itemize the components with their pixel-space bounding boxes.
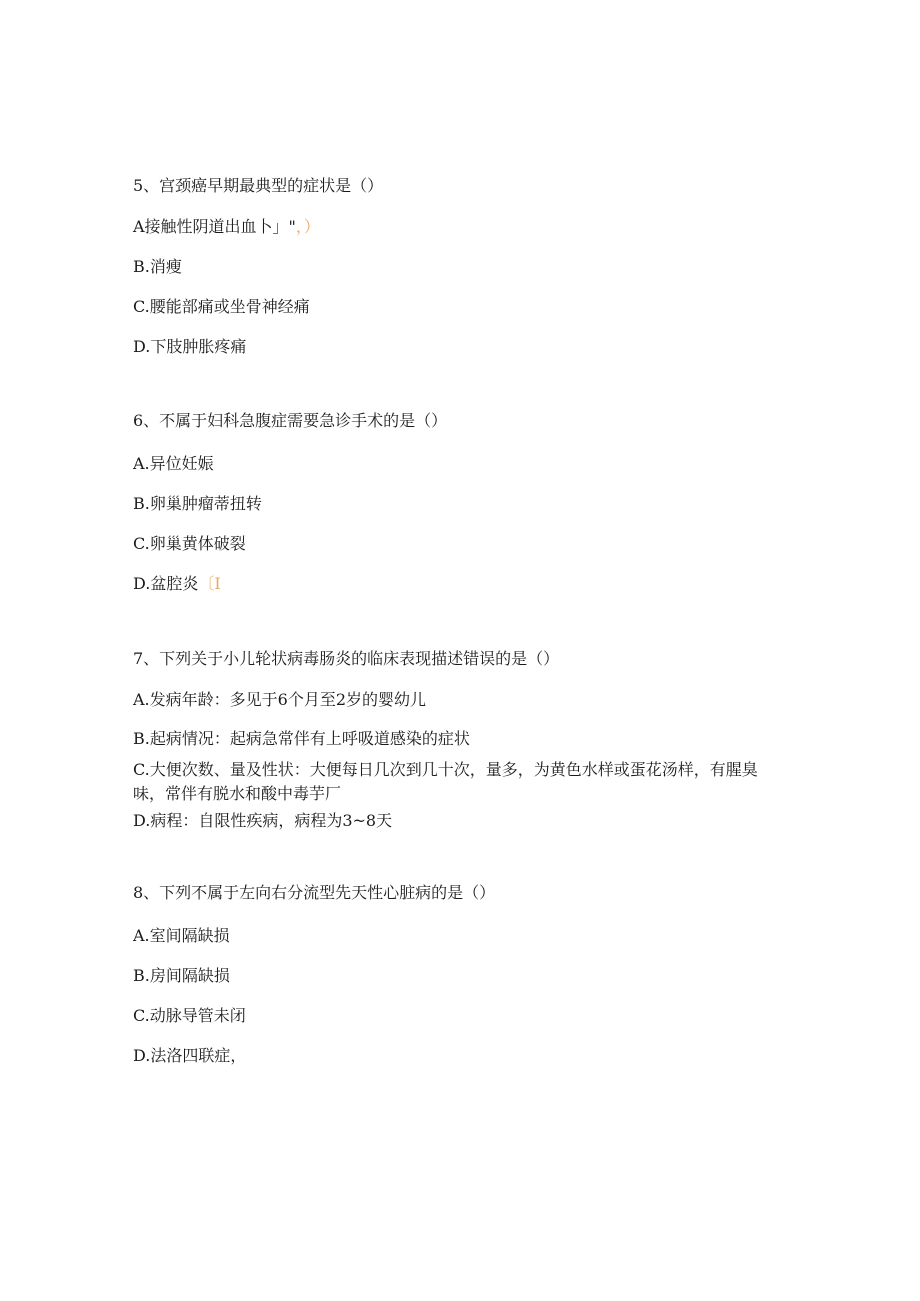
option-text: D.盆腔炎 <box>133 574 199 593</box>
question-7-option-d: D.病程：自限性疾病，病程为3~8天 <box>133 811 393 830</box>
question-8-option-d: D.法洛四联症， <box>133 1046 247 1065</box>
question-8-option-a: A.室间隔缺损 <box>133 926 230 945</box>
question-8-option-c: C.动脉导管未闭 <box>133 1006 246 1025</box>
question-5-option-d: D.下肢肿胀疼痛 <box>133 337 247 356</box>
question-5-option-b: B.消瘦 <box>133 257 182 276</box>
scan-artifact-mark: 〔I <box>198 574 221 593</box>
question-8-stem: 8、下列不属于左向右分流型先天性心脏病的是（） <box>133 883 496 902</box>
question-7-option-b: B.起病情况：起病急常伴有上呼吸道感染的症状 <box>133 729 470 748</box>
question-8-option-b: B.房间隔缺损 <box>133 966 230 985</box>
question-6-option-c: C.卵巢黄体破裂 <box>133 534 246 553</box>
question-5-stem: 5、宫颈癌早期最典型的症状是（） <box>133 176 384 195</box>
question-7-option-a: A.发病年龄：多见于6个月至2岁的婴幼儿 <box>133 690 427 709</box>
option-text: A接触性阴道出血卜」" <box>133 217 296 236</box>
question-5-option-a <box>133 217 320 237</box>
question-6-option-b: B.卵巢肿瘤蒂扭转 <box>133 494 262 513</box>
question-6-option-d <box>133 574 221 594</box>
question-5-option-c: C.腰能部痛或坐骨神经痛 <box>133 297 310 316</box>
question-7-stem: 7、下列关于小儿轮状病毒肠炎的临床表现描述错误的是（） <box>133 649 560 668</box>
scan-artifact-mark: ，） <box>295 217 320 236</box>
question-7-option-c: C.大便次数、量及性状：大便每日几次到几十次，量多，为黄色水样或蛋花汤样，有腥臭味，常伴有脱水和酸中毒芋厂 <box>133 760 758 803</box>
question-6-option-a: A.异位妊娠 <box>133 454 214 473</box>
question-6-stem: 6、不属于妇科急腹症需要急诊手术的是（） <box>133 411 448 430</box>
